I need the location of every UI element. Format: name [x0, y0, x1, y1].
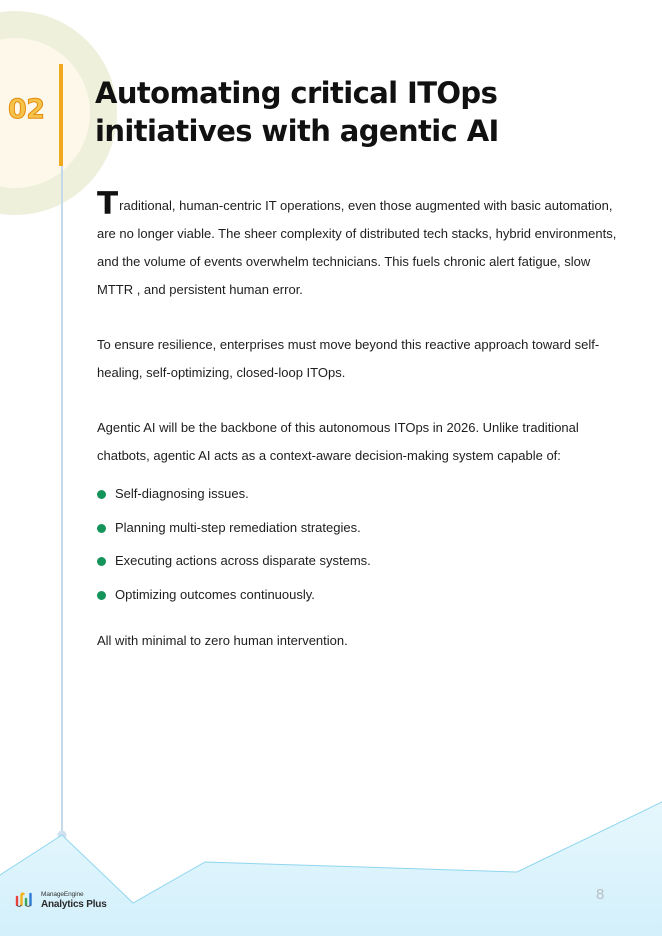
- list-item-text: Planning multi-step remediation strategies.: [115, 519, 361, 535]
- brand-logo: [15, 890, 107, 910]
- list-item: [97, 514, 627, 548]
- list-item: [97, 547, 627, 581]
- list-item-text: Optimizing outcomes continuously.: [115, 586, 315, 602]
- chapter-accent-bar: [59, 64, 63, 166]
- capabilities-list: [97, 480, 627, 614]
- logo-text: [41, 890, 107, 910]
- intro-paragraph-text: raditional, human-centric IT operations, even those augmented with basic automation, are no longer viable. The sheer complexity of distributed tech stacks, hybrid environments, and the volume of events overwhelm technicians. This fuels chronic alert fatigue, slow MTTR , and persistent human error.: [97, 198, 617, 297]
- bullet-dot-icon: [97, 591, 106, 600]
- list-item-text: Self-diagnosing issues.: [115, 486, 249, 501]
- resilience-paragraph: To ensure resilience, enterprises must move beyond this reactive approach toward self-healing, self-optimizing, closed-loop ITOps.: [97, 337, 600, 380]
- chapter-number: 02: [8, 94, 45, 125]
- footer-wave: [0, 802, 662, 936]
- body-text: [97, 186, 627, 655]
- page-title: Automating critical ITOps initiatives with agentic AI: [95, 76, 499, 148]
- list-item: [97, 581, 627, 615]
- logo-company: ManageEngine: [41, 891, 84, 898]
- bullet-dot-icon: [97, 490, 106, 499]
- bullet-dot-icon: [97, 557, 106, 566]
- logo-product: Analytics Plus: [41, 899, 107, 910]
- agentic-ai-paragraph: Agentic AI will be the backbone of this autonomous ITOps in 2026. Unlike traditional chatbots, agentic AI acts as a context-aware decision-making system capable of:: [97, 420, 579, 463]
- page-number: 8: [596, 886, 605, 903]
- analytics-plus-logo-icon: [15, 891, 37, 909]
- bullet-dot-icon: [97, 524, 106, 533]
- drop-cap: T: [97, 186, 119, 222]
- list-item: [97, 480, 627, 514]
- closing-paragraph: All with minimal to zero human intervention.: [97, 633, 348, 648]
- list-item-text: Executing actions across disparate systems.: [115, 553, 371, 568]
- intro-paragraph: [97, 186, 627, 304]
